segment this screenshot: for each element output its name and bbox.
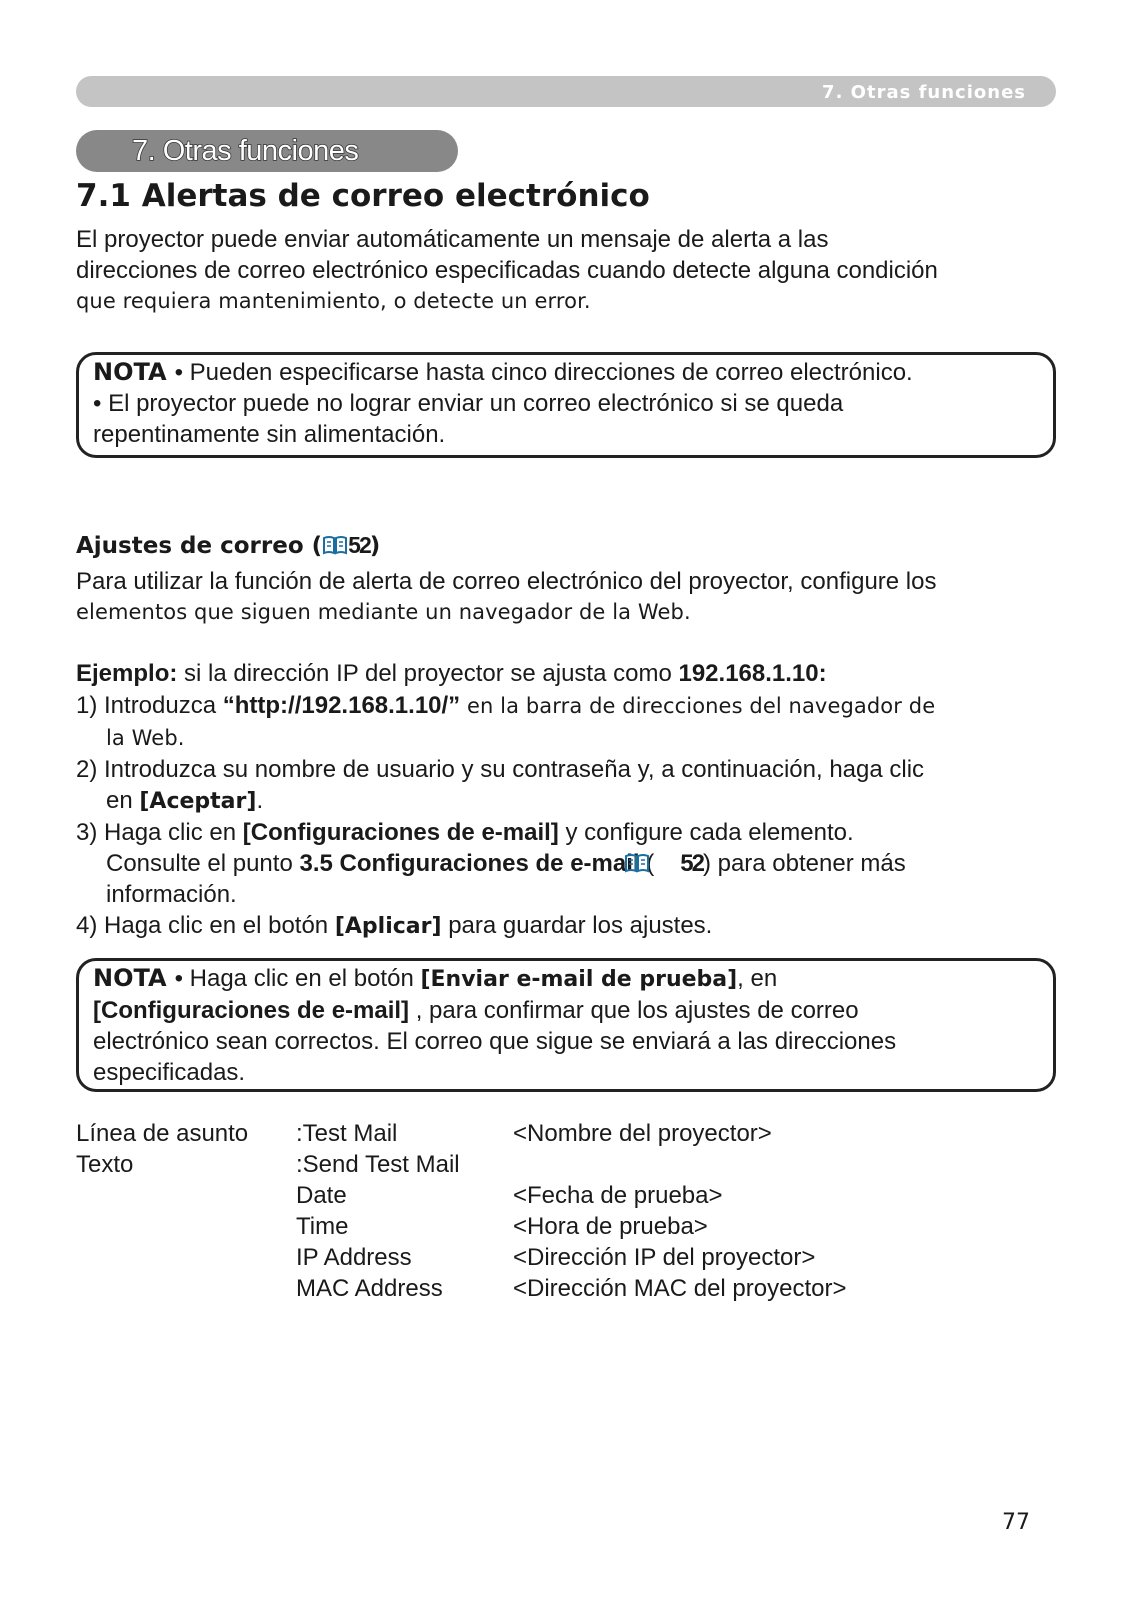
section-title: 7.1 Alertas de correo electrónico: [76, 178, 650, 214]
list-item: [76, 910, 1066, 942]
table-cell: MAC Address: [296, 1275, 443, 1302]
table-cell: <Nombre del proyector>: [513, 1120, 772, 1147]
table-row: [76, 1244, 846, 1275]
note-text: repentinamente sin alimentación.: [93, 421, 446, 448]
note-label: NOTA: [93, 964, 167, 992]
example-text: si la dirección IP del proyector se ajusta como: [177, 660, 679, 687]
table-cell: Línea de asunto: [76, 1120, 249, 1147]
list-item: [76, 754, 1066, 817]
intro-line: que requiera mantenimiento, o detecte un error.: [76, 289, 591, 313]
chapter-title: 7. Otras funciones: [132, 135, 359, 167]
step-text: información.: [106, 881, 237, 908]
table-cell: [76, 1244, 296, 1275]
table-cell: IP Address: [296, 1244, 412, 1271]
page-reference: 52: [680, 850, 703, 877]
page-number: 77: [1002, 1510, 1030, 1535]
step-text: y configure cada elemento.: [558, 819, 854, 846]
step-text: 2) Introduzca su nombre de usuario y su contraseña y, a continuación, haga clic: [76, 756, 925, 783]
table-row: [76, 1275, 846, 1306]
step-text: para guardar los ajustes.: [441, 912, 713, 939]
step-text: 3) Haga clic en: [76, 819, 243, 846]
button-reference: [Aplicar]: [334, 914, 442, 939]
table-row: [76, 1213, 846, 1244]
table-row: [76, 1151, 846, 1182]
table-cell: [76, 1213, 296, 1244]
subsection-heading-text: Ajustes de correo (: [76, 533, 323, 559]
steps-list: [76, 690, 1066, 942]
note-text: , para confirmar que los ajustes de correo: [409, 997, 859, 1024]
note-label: NOTA: [93, 358, 167, 386]
running-header-bar: [76, 76, 1056, 107]
intro-paragraph: [76, 224, 1066, 317]
table-row: [76, 1120, 846, 1151]
subsection-heading: [76, 532, 380, 559]
table-cell: Texto: [76, 1151, 134, 1178]
note-text: • El proyector puede no lograr enviar un correo electrónico si se queda: [93, 390, 844, 417]
example-ip: 192.168.1.10:: [678, 660, 827, 687]
table-row: [76, 1182, 846, 1213]
note-text: electrónico sean correctos. El correo que sigue se enviará a las direcciones: [93, 1028, 897, 1055]
note-text: especificadas.: [93, 1059, 246, 1086]
step-text: 4) Haga clic en el botón: [76, 912, 335, 939]
page-reference: 52: [348, 532, 370, 558]
table-cell: [513, 1151, 846, 1182]
table-cell: <Fecha de prueba>: [513, 1182, 723, 1209]
button-reference: [Enviar e-mail de prueba]: [420, 967, 738, 992]
example-line: [76, 658, 1066, 689]
running-header-text: 7. Otras funciones: [822, 82, 1026, 103]
intro-line: direcciones de correo electrónico especificadas cuando detecte alguna condición: [76, 257, 938, 284]
settings-line: Para utilizar la función de alerta de correo electrónico del proyector, configure los: [76, 568, 937, 595]
table-cell: <Dirección IP del proyector>: [513, 1244, 816, 1271]
note-box: [76, 958, 1056, 1092]
list-item: [76, 690, 1066, 754]
step-text: 1) Introduzca: [76, 692, 223, 719]
table-cell: Date: [296, 1182, 347, 1209]
step-text: en: [106, 787, 140, 814]
list-item: [76, 817, 1066, 910]
settings-paragraph: [76, 566, 1066, 628]
example-label: Ejemplo:: [76, 660, 178, 687]
note-text: • Pueden especificarse hasta cinco direcciones de correo electrónico.: [174, 359, 913, 386]
step-text: (: [639, 850, 655, 877]
table-cell: [76, 1182, 296, 1213]
chapter-title-pill: [76, 130, 458, 172]
step-text: .: [256, 787, 264, 814]
note-text: , en: [737, 965, 778, 992]
button-reference: [Aceptar]: [139, 789, 257, 814]
note-text: • Haga clic en el botón: [174, 965, 421, 992]
section-reference: 3.5 Configuraciones de e-mail: [299, 850, 640, 877]
table-cell: <Dirección MAC del proyector>: [513, 1275, 847, 1302]
step-text: ) para obtener más: [702, 850, 906, 877]
book-icon: [654, 850, 680, 870]
url-text: “http://192.168.1.10/”: [222, 692, 461, 719]
table-cell: :Send Test Mail: [296, 1151, 460, 1178]
step-text: la Web.: [106, 726, 185, 750]
table-cell: [76, 1275, 296, 1306]
table-cell: <Hora de prueba>: [513, 1213, 708, 1240]
table-cell: Time: [296, 1213, 349, 1240]
table-cell: :Test Mail: [296, 1120, 398, 1147]
menu-reference: [Configuraciones de e-mail]: [93, 997, 410, 1024]
step-text: Consulte el punto: [106, 850, 300, 877]
intro-line: El proyector puede enviar automáticamente un mensaje de alerta a las: [76, 226, 829, 253]
book-icon: [322, 535, 348, 555]
test-mail-table: [76, 1120, 846, 1306]
note-box: [76, 352, 1056, 458]
subsection-heading-close: ): [369, 533, 381, 559]
menu-reference: [Configuraciones de e-mail]: [242, 819, 559, 846]
step-text: en la barra de direcciones del navegador de: [460, 694, 936, 718]
settings-line: elementos que siguen mediante un navegador de la Web.: [76, 600, 691, 624]
